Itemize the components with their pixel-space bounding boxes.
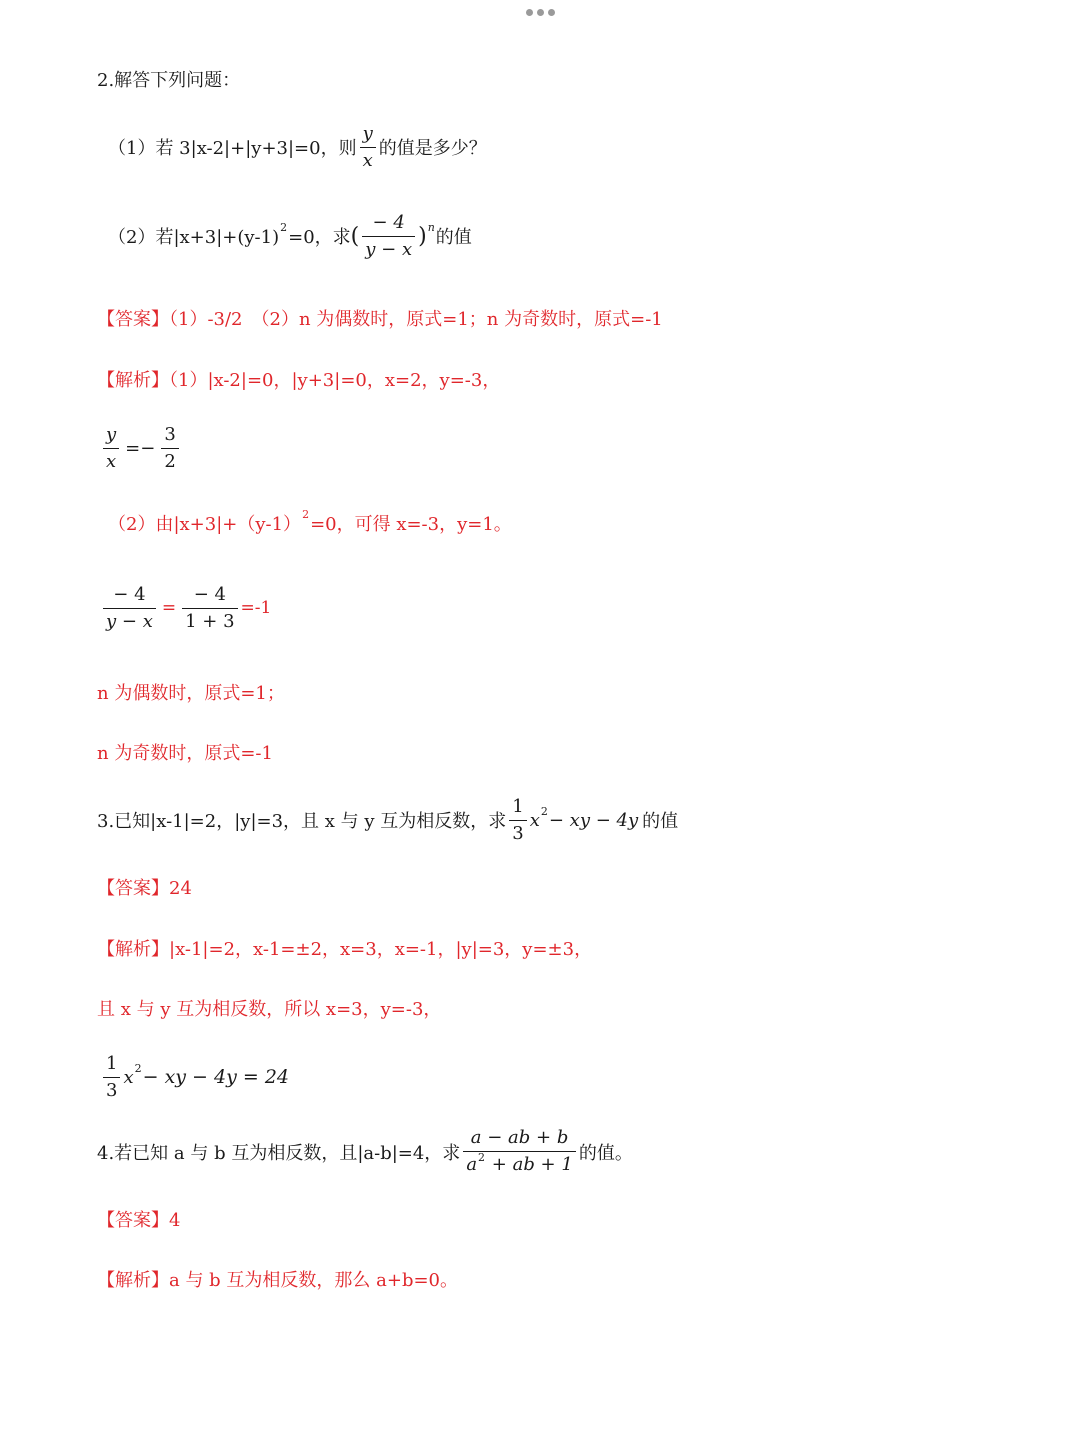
q3-question: 3.已知|x-1|=2，|y|=3，且 x 与 y 互为相反数，求 1 3 x 2 − xy − 4y 的值: [97, 795, 679, 844]
q2-part1: （1）若 3|x-2|+|y+3|=0，则 y x 的值是多少？: [108, 117, 487, 177]
more-options-icon[interactable]: [526, 9, 555, 16]
q3-result: 1 3 x 2 − xy − 4y = 24: [100, 1047, 289, 1107]
q2-analysis-2: （2）由|x+3|+（y-1） 2 =0，可得 x=-3，y=1。: [108, 507, 512, 535]
q2-fraction-equation: y x =− 3 2: [100, 418, 182, 478]
q3-analysis-2: 且 x 与 y 互为相反数，所以 x=3，y=-3，: [97, 999, 442, 1020]
q4-answer: 【答案】4: [97, 1210, 181, 1231]
q3-answer: 【答案】24: [97, 878, 192, 899]
q2-title: 2.解答下列问题：: [97, 70, 241, 91]
q2-odd-case: n 为奇数时，原式=-1: [97, 743, 273, 764]
q2-part2: （2）若|x+3|+(y-1) 2 =0，求 ( − 4 y − x ) n 的值: [108, 206, 472, 266]
q2-answer: 【答案】（1）-3/2 （2）n 为偶数时，原式=1；n 为奇数时，原式=-1: [97, 309, 663, 330]
q3-analysis-1: 【解析】|x-1|=2，x-1=±2，x=3，x=-1，|y|=3，y=±3，: [97, 939, 593, 960]
fraction-y-over-x: y x: [360, 121, 376, 174]
fraction-neg4-over-y-minus-x: − 4 y − x: [362, 210, 415, 263]
q4-analysis: 【解析】a 与 b 互为相反数，那么 a+b=0。: [97, 1270, 459, 1291]
q4-question: 4.若已知 a 与 b 互为相反数，且|a-b|=4，求 a − ab + b $a^2$ + ab + 1 的值。: [97, 1126, 633, 1175]
q2-analysis-1: 【解析】（1）|x-2|=0，|y+3|=0，x=2，y=-3，: [97, 370, 501, 391]
q2-fraction-equation-2: − 4 y − x = − 4 1 + 3 =-1: [100, 578, 271, 638]
q2-even-case: n 为偶数时，原式=1；: [97, 683, 285, 704]
